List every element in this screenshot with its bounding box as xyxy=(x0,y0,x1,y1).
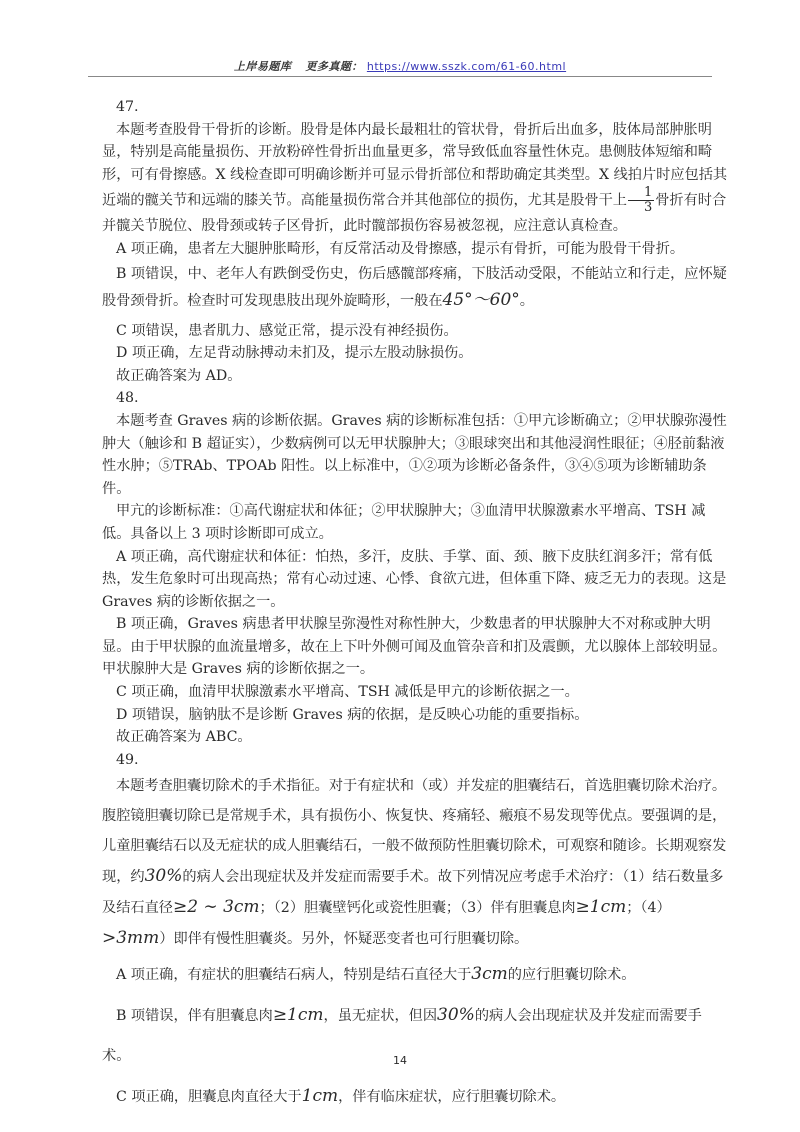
q47-option-b xyxy=(102,261,728,314)
question-number-48: 48. xyxy=(116,390,139,407)
q49-text-d: ；（4） xyxy=(626,900,671,917)
question-number-47: 47. xyxy=(116,99,139,115)
fraction-one-third xyxy=(628,186,654,215)
fraction-numerator: 1 xyxy=(628,186,654,201)
q49-a-text: A 项正确，有症状的胆囊结石病人，特别是结石直径大于 xyxy=(116,967,472,984)
q47-option-d: D 项正确，左足背动脉搏动未扪及，提示左股动脉损伤。 xyxy=(116,345,473,362)
q49-stone-size: ≥2 ∼ 3cm xyxy=(172,897,260,918)
q49-b-mid: ，虽无症状，但因 xyxy=(323,1008,438,1025)
q49-option-a xyxy=(102,954,728,995)
q49-b-end: 的病人会出现症状及并发症而需要手术。 xyxy=(102,1008,702,1065)
q49-b-percent: 30% xyxy=(437,1005,475,1026)
q47-text-a: 本题考查股骨干骨折的诊断。股骨是体内最长最粗壮的管状骨，骨折后出血多，肢体局部肿胀明显，特别是高能量损伤、开放粉碎性骨折出血量更多，常导致低血容量性休克。患侧肢体短缩和畸形，可有骨擦感。X 线检查即可明确诊断并可显示骨折部位和帮助确定其类型。X 线拍片时应包括其近端的髋关节和远端的膝关节。高能量损伤常合并其他部位的损伤，尤其是股骨干上 xyxy=(102,121,728,209)
q49-wall-size: >3mm xyxy=(102,928,160,949)
q47-b-angle: 45°～60° xyxy=(442,289,520,310)
q47-answer: 故正确答案为 AD。 xyxy=(116,367,242,384)
q49-text-b: 的病人会出现症状及并发症而需要手术。故下列情况应考虑手术治疗：（1）结石数量多及结石直径 xyxy=(102,869,724,917)
document-body xyxy=(102,96,728,1117)
page-header xyxy=(0,58,800,74)
q47-b-text: B 项错误，中、老年人有跌倒受伤史，伤后感髋部疼痛，下肢活动受限，不能站立和行走，应怀疑股骨颈骨折。检查时可发现患肢出现外旋畸形，一般在 xyxy=(102,265,727,309)
q49-percent: 30% xyxy=(144,866,183,887)
q47-explanation xyxy=(102,119,728,238)
header-divider xyxy=(88,76,712,77)
q49-a-end: 的应行胆囊切除术。 xyxy=(507,967,636,984)
q47-option-a: A 项正确，患者左大腿肿胀畸形，有反常活动及骨擦感，提示有骨折，可能为股骨干骨折。 xyxy=(116,240,685,257)
q49-c-text: C 项正确，胆囊息肉直径大于 xyxy=(116,1089,302,1106)
q49-c-end: ，伴有临床症状，应行胆囊切除术。 xyxy=(338,1089,566,1106)
q49-explanation xyxy=(102,771,728,954)
q48-explanation: 本题考查 Graves 病的诊断依据。Graves 病的诊断标准包括：①甲亢诊断确立；②甲状腺弥漫性肿大（触诊和 B 超证实），少数病例可以无甲状腺肿大；③眼球突出和其他浸润性眼征；④胫前黏液性水肿；⑤TRAb、TPOAb 阳性。以上标准中，①②项为诊断必备条件，③④⑤项为诊断辅助条件。 xyxy=(102,412,727,497)
q49-text-c: ；（2）胆囊壁钙化或瓷性胆囊；（3）伴有胆囊息肉 xyxy=(259,900,576,917)
header-site-name: 上岸易题库 xyxy=(233,60,292,73)
q49-b-text: B 项错误，伴有胆囊息肉 xyxy=(116,1008,273,1025)
header-link[interactable]: https://www.sszk.com/61-60.html xyxy=(366,60,567,73)
q47-b-end: 。 xyxy=(519,292,534,309)
q49-text-e: ）即伴有慢性胆囊炎。另外，怀疑恶变者也可行胆囊切除。 xyxy=(159,931,529,948)
q47-text-b: 骨折有时合并髋关节脱位、股骨颈或转子区骨折，此时髋部损伤容易被忽视，应注意认真检查。 xyxy=(102,192,727,235)
q48-option-c: C 项正确，血清甲状腺激素水平增高、TSH 减低是甲亢的诊断依据之一。 xyxy=(116,684,579,701)
q48-option-d: D 项错误，脑钠肽不是诊断 Graves 病的依据，是反映心功能的重要指标。 xyxy=(116,706,589,723)
q48-option-a: A 项正确，高代谢症状和体征：怕热，多汗，皮肤、手掌、面、颈、腋下皮肤红润多汗；常有低热，发生危象时可出现高热；常有心动过速、心悸、食欲亢进，但体重下降、疲乏无力的表现。这是 Graves 病的诊断依据之一。 xyxy=(102,548,727,610)
header-more-label: 更多真题： xyxy=(305,60,363,73)
page-number: 14 xyxy=(393,1054,407,1067)
q49-a-size: 3cm xyxy=(471,964,508,985)
q49-b-size: ≥1cm xyxy=(272,1005,324,1026)
question-number-49: 49. xyxy=(116,751,139,768)
q47-option-c: C 项错误，患者肌力、感觉正常，提示没有神经损伤。 xyxy=(116,322,458,339)
q49-polyp-size: ≥1cm xyxy=(575,897,627,918)
q48-criteria: 甲亢的诊断标准：①高代谢症状和体征；②甲状腺肿大；③血清甲状腺激素水平增高、TSH 减低。具备以上 3 项时诊断即可成立。 xyxy=(102,503,706,542)
q49-c-size: 1cm xyxy=(301,1086,339,1107)
q49-option-c xyxy=(102,1076,728,1117)
fraction-denominator: 3 xyxy=(643,200,653,216)
q48-option-b: B 项正确，Graves 病患者甲状腺呈弥漫性对称性肿大，少数患者的甲状腺肿大不对称或肿大明显。由于甲状腺的血流量增多，故在上下叶外侧可闻及血管杂音和扪及震颤，尤以腺体上部较明显。甲状腺肿大是 Graves 病的诊断依据之一。 xyxy=(102,616,727,678)
q49-text-a: 本题考查胆囊切除术的手术指征。对于有症状和（或）并发症的胆囊结石，首选胆囊切除术治疗。腹腔镜胆囊切除已是常规手术，具有损伤小、恢复快、疼痛轻、瘢痕不易发现等优点。要强调的是，儿童胆囊结石以及无症状的成人胆囊结石，一般不做预防性胆囊切除术，可观察和随诊。长期观察发现，约 xyxy=(102,778,727,886)
q48-answer: 故正确答案为 ABC。 xyxy=(116,729,252,746)
